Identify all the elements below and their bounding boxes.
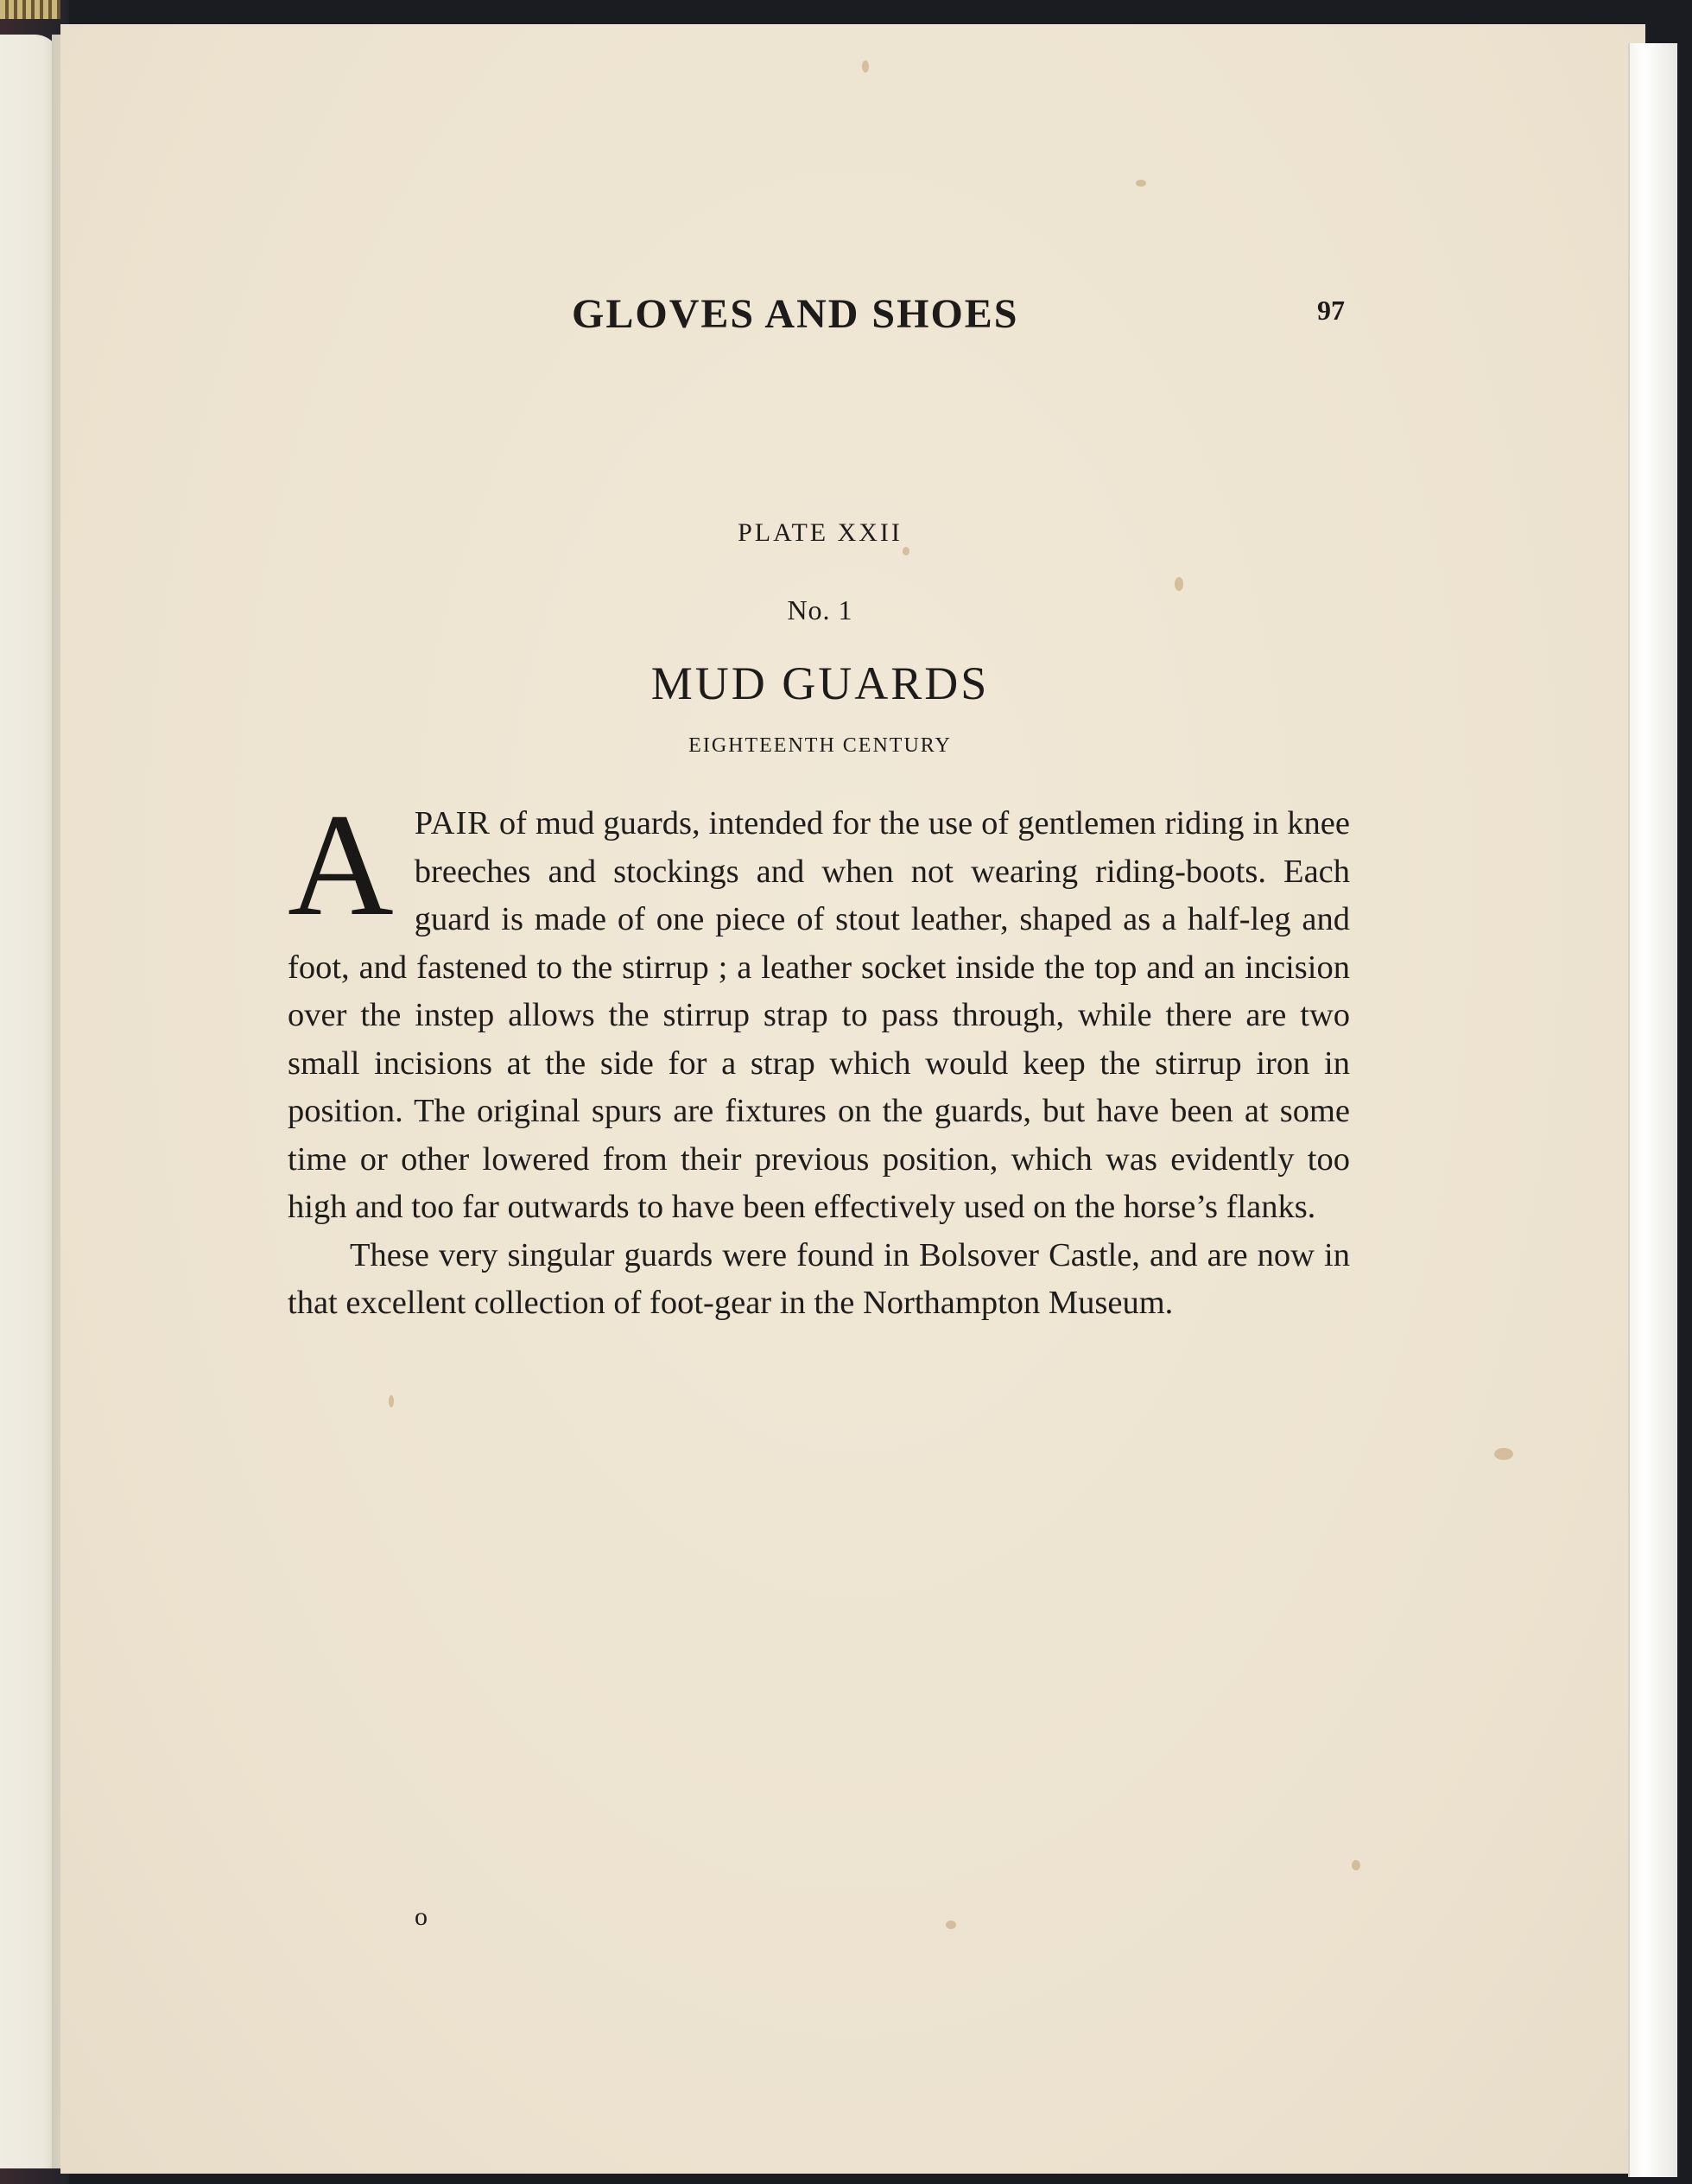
paragraph-1 (288, 784, 1350, 1232)
item-period: EIGHTEENTH CENTURY (688, 734, 952, 757)
paper-speck (1175, 577, 1183, 591)
lead-word: PAIR (414, 805, 491, 841)
paper-speck (903, 547, 909, 556)
page-number: 97 (1317, 295, 1345, 326)
book-page (60, 24, 1645, 2174)
item-number: No. 1 (787, 594, 853, 625)
page-fore-edge (1628, 43, 1677, 2177)
paragraph-2: These very singular guards were found in Bolsover Castle, and are now in that excellent collection of foot-gear in the Northampton Museum. (288, 1236, 1350, 1321)
paragraph-1-text: of mud guards, intended for the use of gentlemen riding in knee breeches and stockings and when not wearing riding-boots. Each guard is made of one piece of stout leather, shaped as a half-leg and foot, and fastened to the stirrup ; a leather socket inside the top and an incision over the instep allows the stirrup strap to pass through, while there are two small incisions at the side for a strap which would keep the stirrup iron in position. The original spurs are fixtures on the guards, but have been at some time or other lowered from their previous position, which was evidently too high and too far outwards to have been effectively used on the horse’s flanks. (288, 805, 1350, 1225)
item-title: MUD GUARDS (650, 657, 990, 709)
drop-cap: A (288, 784, 394, 946)
paper-speck (862, 60, 869, 73)
running-head: GLOVES AND SHOES (572, 291, 1019, 337)
paper-speck (1352, 1860, 1360, 1870)
paper-speck (946, 1921, 956, 1929)
signature-mark: o (415, 1902, 428, 1931)
plate-label: PLATE XXII (738, 518, 903, 547)
body-text (288, 784, 1350, 1328)
paper-speck (1136, 180, 1146, 187)
book-spine-band (0, 0, 60, 19)
paper-speck (1494, 1448, 1513, 1460)
paper-speck (389, 1395, 394, 1407)
